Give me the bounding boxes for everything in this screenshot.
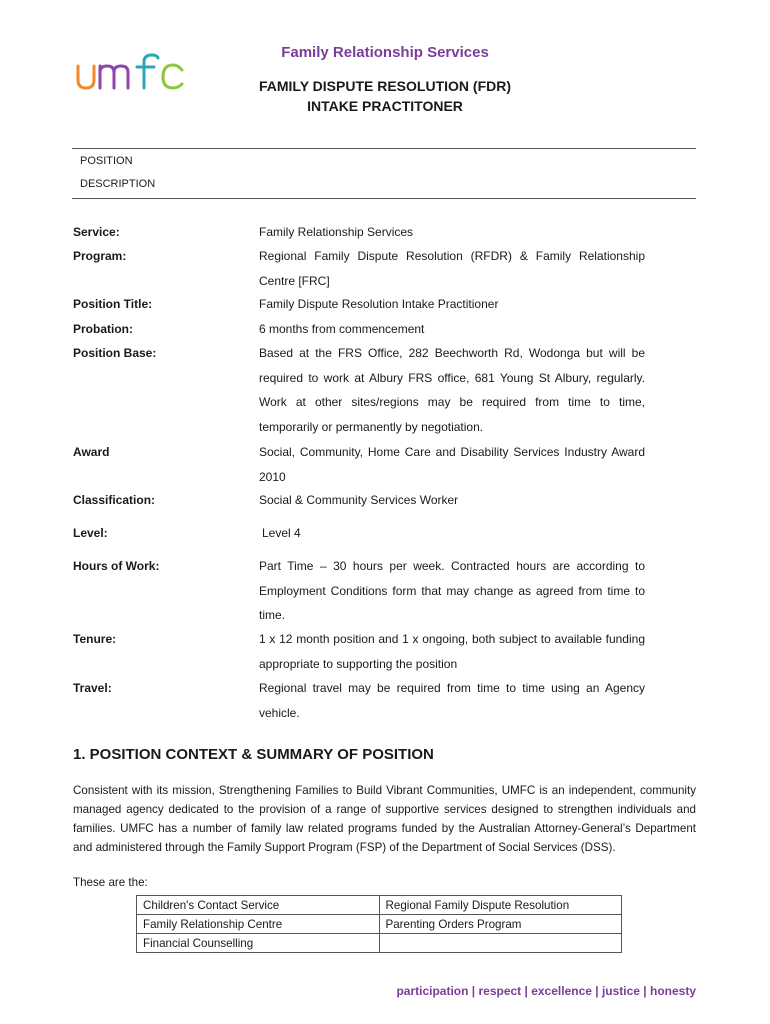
detail-value: Family Relationship Services bbox=[259, 225, 414, 239]
detail-label: Classification: bbox=[73, 493, 156, 507]
position-description-line2: DESCRIPTION bbox=[80, 178, 156, 190]
detail-value: Social, Community, Home Care and Disability Services Industry Award 2010 bbox=[259, 445, 645, 484]
detail-label: Position Title: bbox=[73, 297, 153, 311]
table-cell: Family Relationship Centre bbox=[137, 915, 380, 934]
umfc-logo bbox=[74, 52, 186, 92]
detail-label: Hours of Work: bbox=[73, 559, 160, 573]
document-title-line1: FAMILY DISPUTE RESOLUTION (FDR) bbox=[258, 78, 511, 94]
services-table bbox=[136, 895, 622, 953]
table-cell bbox=[379, 934, 622, 953]
document-title-line2: INTAKE PRACTITONER bbox=[307, 98, 463, 114]
detail-value: Based at the FRS Office, 282 Beechworth Rd, Wodonga but will be required to work at Albury FRS office, 681 Young St Albury, regularly. Work at other sites/regions may be required from time to time, temporarily or permanently by negotiation. bbox=[259, 346, 645, 434]
detail-value: 6 months from commencement bbox=[259, 322, 425, 336]
detail-label: Award bbox=[73, 445, 110, 459]
document-title bbox=[200, 76, 570, 116]
position-description-line1: POSITION bbox=[80, 155, 133, 167]
position-description-box bbox=[72, 148, 696, 199]
detail-label: Tenure: bbox=[73, 632, 117, 646]
table-row bbox=[137, 934, 622, 953]
footer-values: participation | respect | excellence | justice | honesty bbox=[396, 984, 696, 998]
table-row bbox=[137, 915, 622, 934]
detail-value: Level 4 bbox=[262, 526, 301, 540]
detail-label: Position Base: bbox=[73, 346, 157, 360]
detail-label: Probation: bbox=[73, 322, 133, 336]
detail-value: Part Time – 30 hours per week. Contracted hours are according to Employment Conditions form that may change as agreed from time to time. bbox=[259, 559, 645, 622]
detail-label: Service: bbox=[73, 225, 120, 239]
table-cell: Financial Counselling bbox=[137, 934, 380, 953]
section-body-paragraph: Consistent with its mission, Strengthening Families to Build Vibrant Communities, UMFC is an independent, community managed agency dedicated to the provision of a range of supportive services designed to strengthen individuals and families. UMFC has a number of family law related programs funded by the Australian Attorney-General’s Department and administered through the Family Support Program (FSP) of the Department of Social Services (DSS). bbox=[73, 784, 696, 854]
detail-label: Level: bbox=[73, 526, 108, 540]
detail-label: Travel: bbox=[73, 681, 112, 695]
table-cell: Parenting Orders Program bbox=[379, 915, 622, 934]
detail-value: Social & Community Services Worker bbox=[259, 493, 459, 507]
table-cell: Children's Contact Service bbox=[137, 896, 380, 915]
detail-value: Regional travel may be required from time to time using an Agency vehicle. bbox=[259, 681, 645, 720]
header-subtitle: Family Relationship Services bbox=[281, 44, 489, 61]
services-intro: These are the: bbox=[73, 876, 148, 889]
detail-value: 1 x 12 month position and 1 x ongoing, both subject to available funding appropriate to supporting the position bbox=[259, 632, 645, 671]
table-row bbox=[137, 896, 622, 915]
table-cell: Regional Family Dispute Resolution bbox=[379, 896, 622, 915]
section-heading: 1. POSITION CONTEXT & SUMMARY OF POSITION bbox=[73, 746, 434, 763]
detail-value: Family Dispute Resolution Intake Practitioner bbox=[259, 297, 499, 311]
detail-value: Regional Family Dispute Resolution (RFDR) & Family Relationship Centre [FRC] bbox=[259, 249, 645, 288]
detail-label: Program: bbox=[73, 249, 127, 263]
